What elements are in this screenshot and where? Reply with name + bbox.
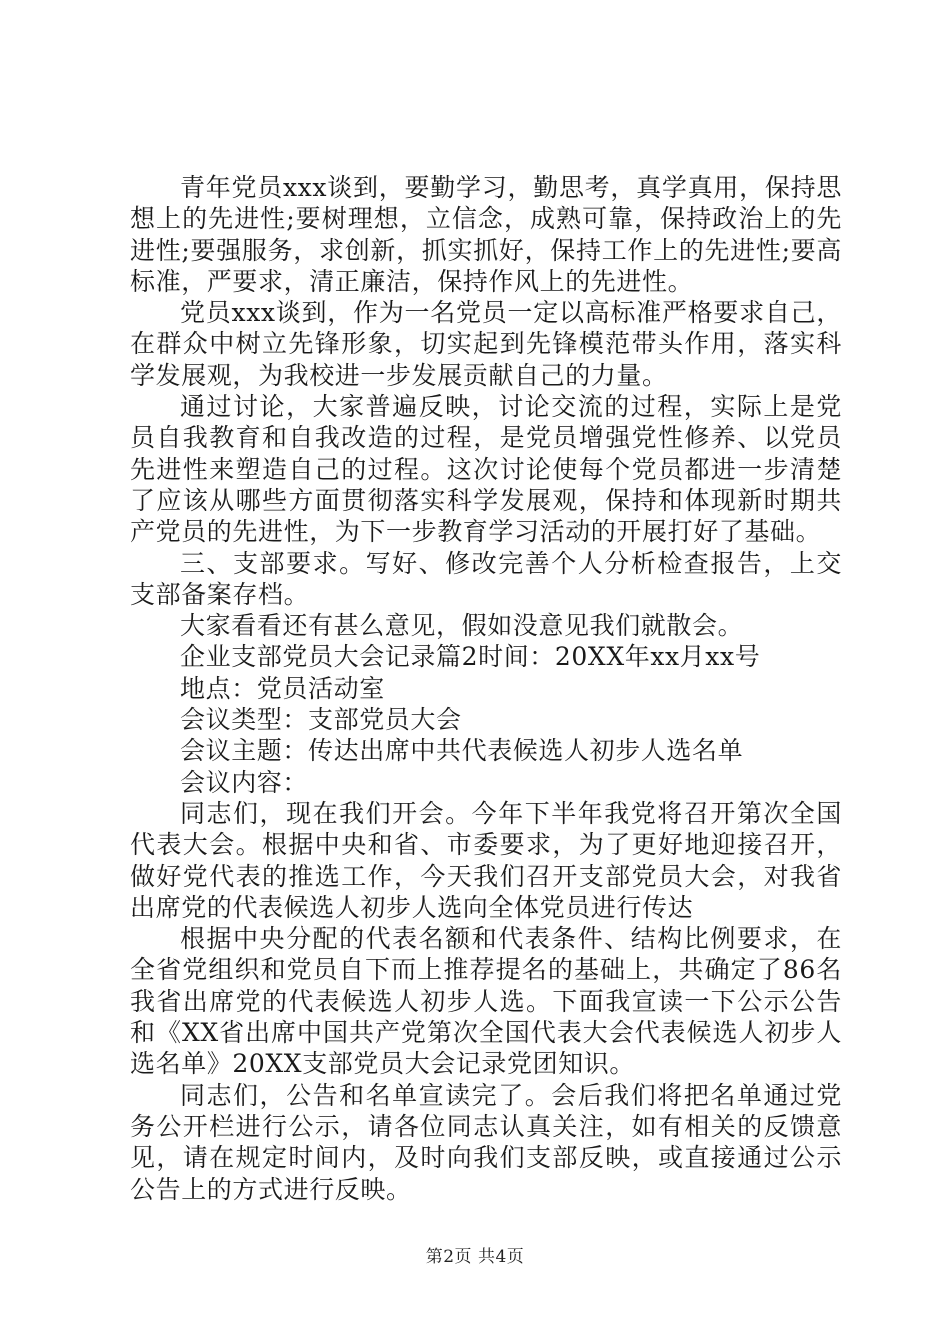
paragraph: 企业支部党员大会记录篇2时间：20XX年xx月xx号: [180, 642, 761, 672]
document-body: [130, 172, 842, 1205]
paragraph: 会议内容：: [180, 767, 309, 797]
page-number-footer: 第2页 共4页: [425, 1247, 525, 1267]
paragraph: 根据中央分配的代表名额和代表条件、结构比例要求，在全省党组织和党员自下而上推荐提名的基础上，共确定了86名我省出席党的代表候选人初步人选。下面我宣读一下公示公告和《XX省出席中国共产党第次全国代表大会代表候选人初步人选名单》20XX支部党员大会记录党团知识。: [130, 924, 842, 1079]
paragraph: 同志们，公告和名单宣读完了。会后我们将把名单通过党务公开栏进行公示，请各位同志认真关注，如有相关的反馈意见，请在规定时间内，及时向我们支部反映，或直接通过公示公告上的方式进行反映。: [130, 1080, 842, 1204]
paragraph: 会议主题：传达出席中共代表候选人初步人选名单: [180, 736, 744, 766]
paragraph: 三、支部要求。写好、修改完善个人分析检查报告，上交支部备案存档。: [130, 548, 842, 609]
paragraph: 同志们，现在我们开会。今年下半年我党将召开第次全国代表大会。根据中央和省、市委要求，为了更好地迎接召开，做好党代表的推选工作，今天我们召开支部党员大会，对我省出席党的代表候选人初步人选向全体党员进行传达: [130, 798, 842, 922]
paragraph: 党员xxx谈到，作为一名党员一定以高标准严格要求自己，在群众中树立先锋形象，切实起到先锋模范带头作用，落实科学发展观，为我校进一步发展贡献自己的力量。: [130, 298, 842, 390]
paragraph: 通过讨论，大家普遍反映，讨论交流的过程，实际上是党员自我教育和自我改造的过程，是党员增强党性修养、以党员先进性来塑造自己的过程。这次讨论使每个党员都进一步清楚了应该从哪些方面贯彻落实科学发展观，保持和体现新时期共产党员的先进性，为下一步教育学习活动的开展打好了基础。: [130, 392, 842, 547]
paragraph: 大家看看还有甚么意见，假如没意见我们就散会。: [180, 611, 744, 641]
paragraph: 青年党员xxx谈到，要勤学习，勤思考，真学真用，保持思想上的先进性;要树理想，立信念，成熟可靠，保持政治上的先进性;要强服务，求创新，抓实抓好，保持工作上的先进性;要高标准，严要求，清正廉洁，保持作风上的先进性。: [130, 173, 842, 296]
paragraph: 地点：党员活动室: [180, 673, 385, 703]
paragraph: 会议类型：支部党员大会: [180, 705, 462, 735]
